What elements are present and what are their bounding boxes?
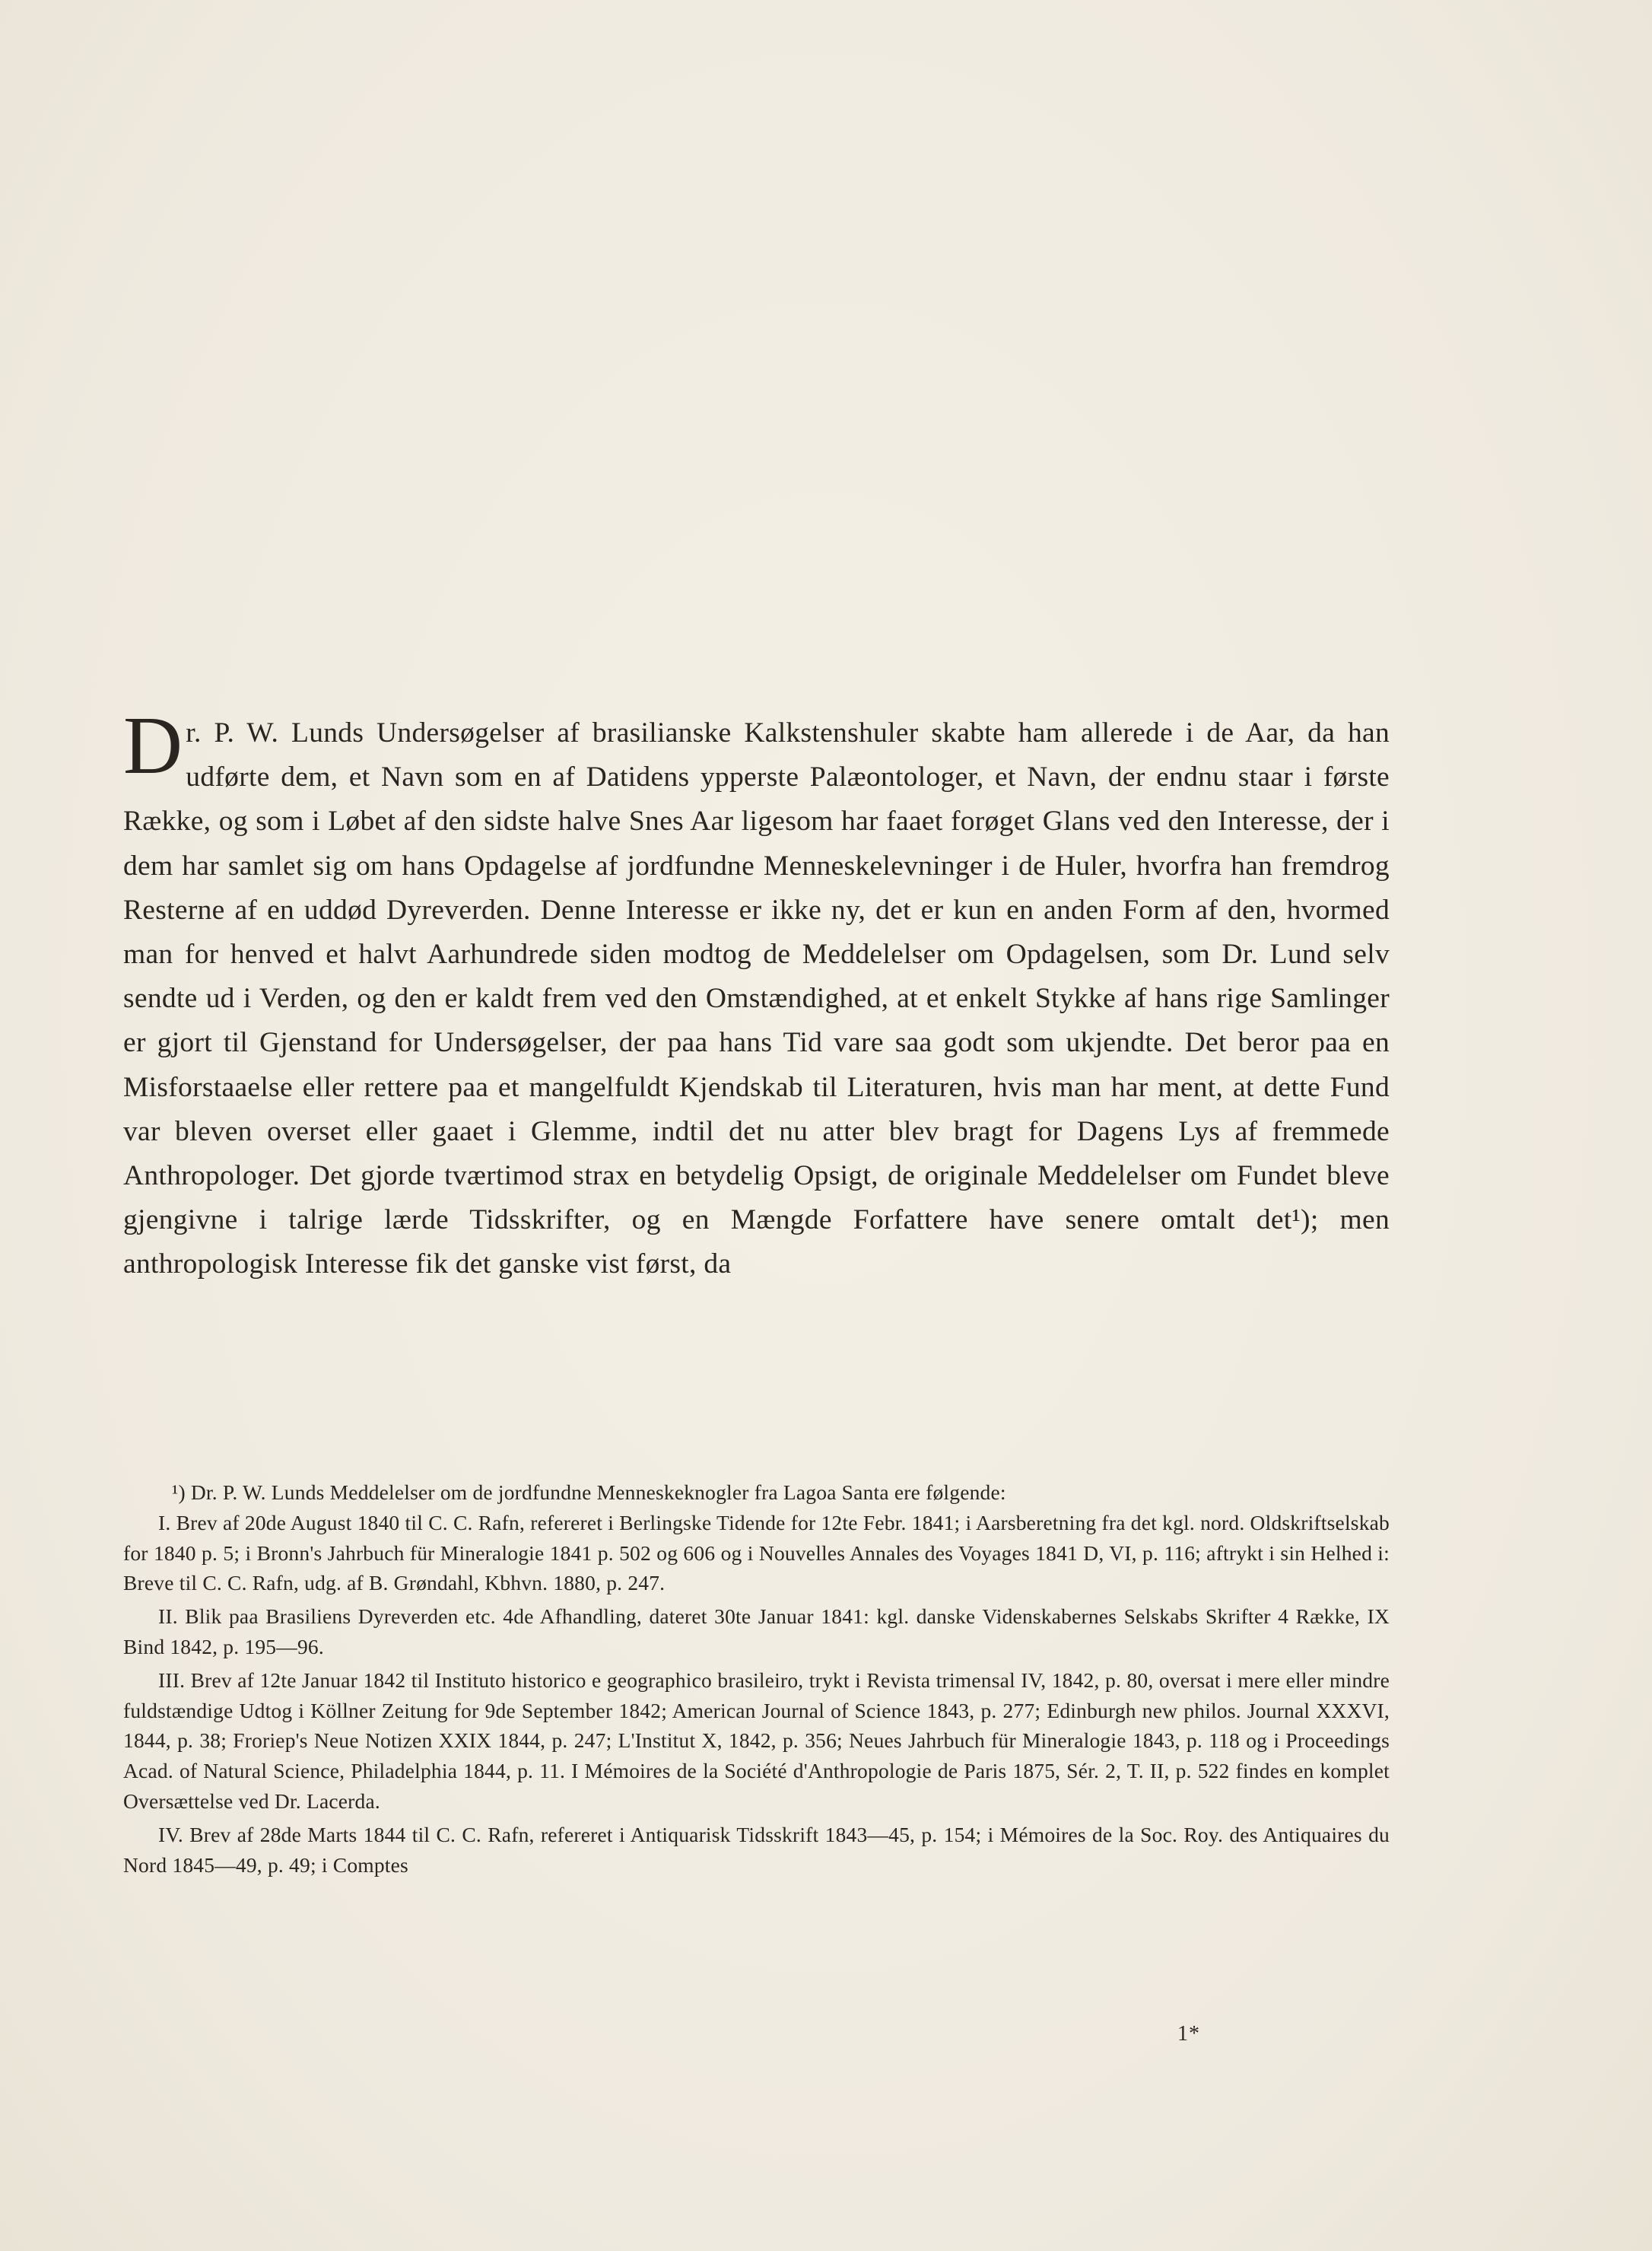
footnotes [123,1477,1390,1883]
main-paragraph [123,701,1390,1287]
signature-mark: 1* [1177,2022,1200,2046]
footnote-item-2: II. Blik paa Brasiliens Dyreverden etc. 4de Afhandling, dateret 30te Januar 1841: kgl. danske Videnskabernes Selskabs Skrifter 4 Række, IX Bind 1842, p. 195—96. [123,1604,1390,1658]
footnote-item-3: III. Brev af 12te Januar 1842 til Instituto historico e geographico brasileiro, trykt i Revista trimensal IV, 1842, p. 80, oversat i mere eller mindre fuldstændige Udtog i Köllner Zeitung for 9de September 1842; American Journal of Science 1843, p. 277; Edinburgh new philos. Journal XXXVI, 1844, p. 38; Froriep's Neue Notizen XXIX 1844, p. 247; L'Institut X, 1842, p. 356; Neues Jahrbuch für Mineralogie 1843, p. 118 og i Proceedings Acad. of Natural Science, Philadelphia 1844, p. 11. I Mémoires de la Société d'Anthropologie de Paris 1875, Sér. 2, T. II, p. 522 findes en komplet Oversættelse ved Dr. Lacerda. [123,1668,1390,1813]
main-paragraph-text: r. P. W. Lunds Undersøgelser af brasilianske Kalkstenshuler skabte ham allerede i de Aar, da han udførte dem, et Navn som en af Datidens ypperste Palæontologer, et Navn, der endnu staar i første Række, og som i Løbet af den sidste halve Snes Aar ligesom har faaet forøget Glans ved den Interesse, der i dem har samlet sig om hans Opdagelse af jordfundne Menneskelevninger i de Huler, hvorfra han fremdrog Resterne af en uddød Dyreverden. Denne Interesse er ikke ny, det er kun en anden Form af den, hvormed man for henved et halvt Aarhundrede siden modtog de Meddelelser om Opdagelsen, som Dr. Lund selv sendte ud i Verden, og den er kaldt frem ved den Omstændighed, at et enkelt Stykke af hans rige Samlinger er gjort til Gjenstand for Undersøgelser, der paa hans Tid vare saa godt som ukjendte. Det beror paa en Misforstaaelse eller rettere paa et mangelfuldt Kjendskab til Literaturen, hvis man har ment, at dette Fund var bleven overset eller gaaet i Glemme, indtil det nu atter blev bragt for Dagens Lys af fremmede Anthropologer. Det gjorde tværtimod strax en betydelig Opsigt, de originale Meddelelser om Fundet bleve gjengivne i talrige lærde Tidsskrifter, og en Mængde Forfattere have senere omtalt det¹); men anthropologisk Interesse fik det ganske vist først, da [123,717,1390,1280]
body-text [123,701,1390,1287]
drop-cap: D [123,701,183,791]
footnote-item-1: I. Brev af 20de August 1840 til C. C. Rafn, refereret i Berlingske Tidende for 12te Febr. 1841; i Aarsberetning fra det kgl. nord. Oldskriftselskab for 1840 p. 5; i Bronn's Jahrbuch für Mineralogie 1841 p. 502 og 606 og i Nouvelles Annales des Voyages 1841 D, VI, p. 116; aftrykt i sin Helhed i: Breve til C. C. Rafn, udg. af B. Grøndahl, Kbhvn. 1880, p. 247. [123,1510,1390,1595]
footnote-intro: ¹) Dr. P. W. Lunds Meddelelser om de jordfundne Menneskeknogler fra Lagoa Santa ere følgende: [172,1480,1006,1504]
footnote-item-4: IV. Brev af 28de Marts 1844 til C. C. Rafn, refereret i Antiquarisk Tidsskrift 1843—45, p. 154; i Mémoires de la Soc. Roy. des Antiquaires du Nord 1845—49, p. 49; i Comptes [123,1822,1390,1877]
